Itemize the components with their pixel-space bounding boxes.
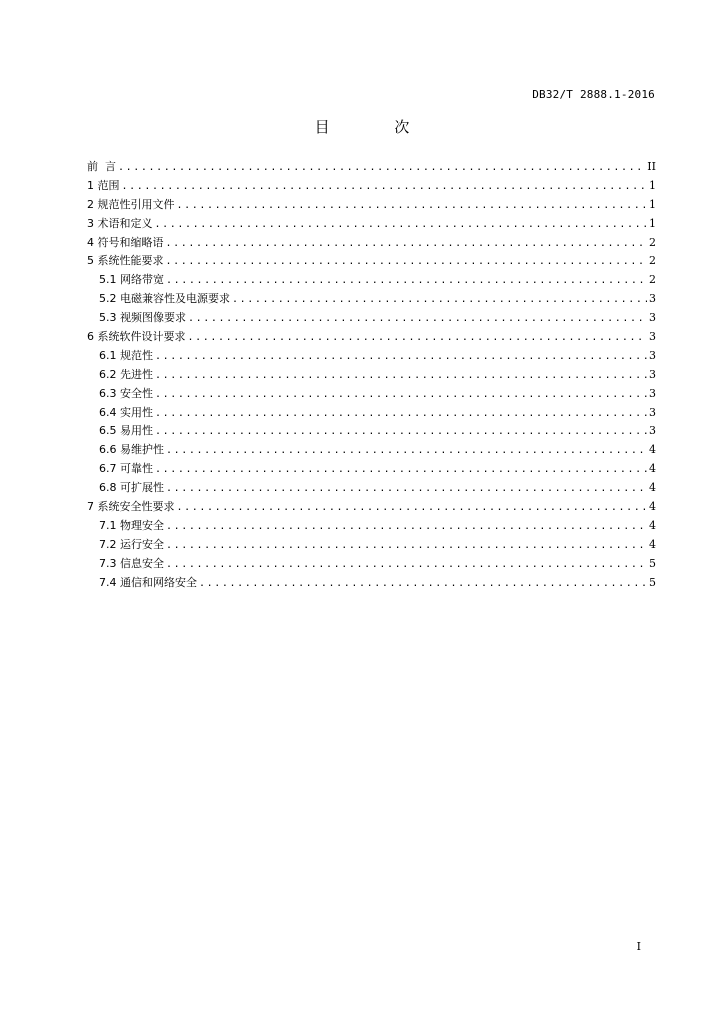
toc-leader-dots bbox=[155, 461, 647, 480]
toc-leader-dots bbox=[155, 367, 647, 386]
toc-entry[interactable] bbox=[87, 177, 656, 196]
toc-entry-page: 3 bbox=[649, 405, 656, 419]
toc-subentry[interactable] bbox=[87, 309, 656, 328]
toc-leader-dots bbox=[188, 329, 648, 348]
toc-leader-dots bbox=[155, 216, 648, 235]
toc-leader-dots bbox=[166, 442, 647, 461]
toc-subentry[interactable] bbox=[87, 385, 656, 404]
toc-subentry[interactable] bbox=[87, 574, 656, 593]
toc-subentry[interactable] bbox=[87, 536, 656, 555]
toc-entry-label: 7.4 通信和网络安全 bbox=[99, 575, 197, 589]
toc-entry-label: 5 系统性能要求 bbox=[87, 254, 164, 268]
page-number: I bbox=[636, 940, 641, 953]
toc-leader-dots bbox=[118, 159, 645, 178]
toc-leader-dots bbox=[155, 405, 647, 424]
toc-entry-page: 3 bbox=[649, 330, 656, 344]
toc-entry-page: 1 bbox=[649, 197, 656, 211]
toc-subentry[interactable] bbox=[87, 422, 656, 441]
toc-entry-page: 2 bbox=[649, 254, 656, 268]
toc-entry-page: 5 bbox=[649, 575, 656, 589]
toc-entry-page: 5 bbox=[649, 556, 656, 570]
toc-entry-label: 6.4 实用性 bbox=[99, 405, 153, 419]
toc-entry[interactable] bbox=[87, 158, 656, 177]
toc-entry-page: 2 bbox=[649, 235, 656, 249]
toc-leader-dots bbox=[232, 291, 647, 310]
toc-entry[interactable] bbox=[87, 196, 656, 215]
toc-entry-label: 6.7 可靠性 bbox=[99, 462, 153, 476]
toc-leader-dots bbox=[177, 499, 648, 518]
toc-leader-dots bbox=[166, 556, 647, 575]
toc-subentry[interactable] bbox=[87, 404, 656, 423]
toc-entry[interactable] bbox=[87, 234, 656, 253]
toc-title: 目 次 bbox=[314, 118, 440, 136]
toc-entry-label: 7 系统安全性要求 bbox=[87, 500, 175, 514]
toc-entry-label: 1 范围 bbox=[87, 178, 120, 192]
toc-leader-dots bbox=[155, 348, 647, 367]
toc-leader-dots bbox=[155, 386, 647, 405]
toc-leader-dots bbox=[166, 253, 648, 272]
toc-entry-label: 5.3 视频图像要求 bbox=[99, 311, 186, 325]
toc-entry-label: 7.3 信息安全 bbox=[99, 556, 164, 570]
toc-entry-label: 6.3 安全性 bbox=[99, 386, 153, 400]
toc-entry-page: 4 bbox=[649, 518, 656, 532]
toc-leader-dots bbox=[166, 272, 647, 291]
toc-entry-label: 6.2 先进性 bbox=[99, 367, 153, 381]
toc-subentry[interactable] bbox=[87, 460, 656, 479]
toc-entry-page: 3 bbox=[649, 292, 656, 306]
toc-entry-label: 6.5 易用性 bbox=[99, 424, 153, 438]
toc-subentry[interactable] bbox=[87, 441, 656, 460]
toc-entry-page: 4 bbox=[649, 462, 656, 476]
toc-entry[interactable] bbox=[87, 498, 656, 517]
toc-leader-dots bbox=[166, 518, 647, 537]
toc-entry-label: 6.8 可扩展性 bbox=[99, 481, 164, 495]
toc-entry-page: II bbox=[647, 160, 656, 173]
toc-subentry[interactable] bbox=[87, 555, 656, 574]
toc-subentry[interactable] bbox=[87, 366, 656, 385]
toc-entry-page: 2 bbox=[649, 273, 656, 287]
toc-entry-label: 4 符号和缩略语 bbox=[87, 235, 164, 249]
toc-entry-page: 4 bbox=[649, 443, 656, 457]
toc-entry-label: 6.6 易维护性 bbox=[99, 443, 164, 457]
toc-entry[interactable] bbox=[87, 252, 656, 271]
table-of-contents bbox=[87, 158, 656, 592]
toc-leader-dots bbox=[166, 537, 647, 556]
toc-leader-dots bbox=[177, 197, 648, 216]
toc-entry-page: 1 bbox=[649, 178, 656, 192]
toc-leader-dots bbox=[166, 235, 648, 254]
toc-entry-page: 3 bbox=[649, 367, 656, 381]
toc-entry-label: 5.1 网络带宽 bbox=[99, 273, 164, 287]
document-code: DB32/T 2888.1-2016 bbox=[532, 88, 655, 101]
toc-subentry[interactable] bbox=[87, 290, 656, 309]
toc-leader-dots bbox=[188, 310, 647, 329]
toc-leader-dots bbox=[155, 423, 647, 442]
toc-leader-dots bbox=[166, 480, 647, 499]
toc-subentry[interactable] bbox=[87, 347, 656, 366]
toc-entry-label: 7.1 物理安全 bbox=[99, 518, 164, 532]
toc-entry-page: 3 bbox=[649, 348, 656, 362]
toc-entry-label: 5.2 电磁兼容性及电源要求 bbox=[99, 292, 230, 306]
toc-entry-page: 3 bbox=[649, 311, 656, 325]
toc-subentry[interactable] bbox=[87, 271, 656, 290]
toc-entry-label: 6 系统软件设计要求 bbox=[87, 330, 186, 344]
toc-entry-page: 4 bbox=[649, 500, 656, 514]
toc-entry-page: 3 bbox=[649, 424, 656, 438]
toc-leader-dots bbox=[122, 178, 648, 197]
toc-entry-page: 1 bbox=[649, 216, 656, 230]
toc-entry-label: 前 言 bbox=[87, 160, 116, 173]
toc-subentry[interactable] bbox=[87, 479, 656, 498]
toc-entry-page: 4 bbox=[649, 481, 656, 495]
toc-entry[interactable] bbox=[87, 215, 656, 234]
toc-leader-dots bbox=[199, 575, 647, 594]
toc-entry-page: 4 bbox=[649, 537, 656, 551]
toc-entry-label: 7.2 运行安全 bbox=[99, 537, 164, 551]
toc-entry[interactable] bbox=[87, 328, 656, 347]
toc-entry-label: 3 术语和定义 bbox=[87, 216, 153, 230]
toc-entry-label: 6.1 规范性 bbox=[99, 348, 153, 362]
toc-entry-page: 3 bbox=[649, 386, 656, 400]
toc-entry-label: 2 规范性引用文件 bbox=[87, 197, 175, 211]
toc-subentry[interactable] bbox=[87, 517, 656, 536]
